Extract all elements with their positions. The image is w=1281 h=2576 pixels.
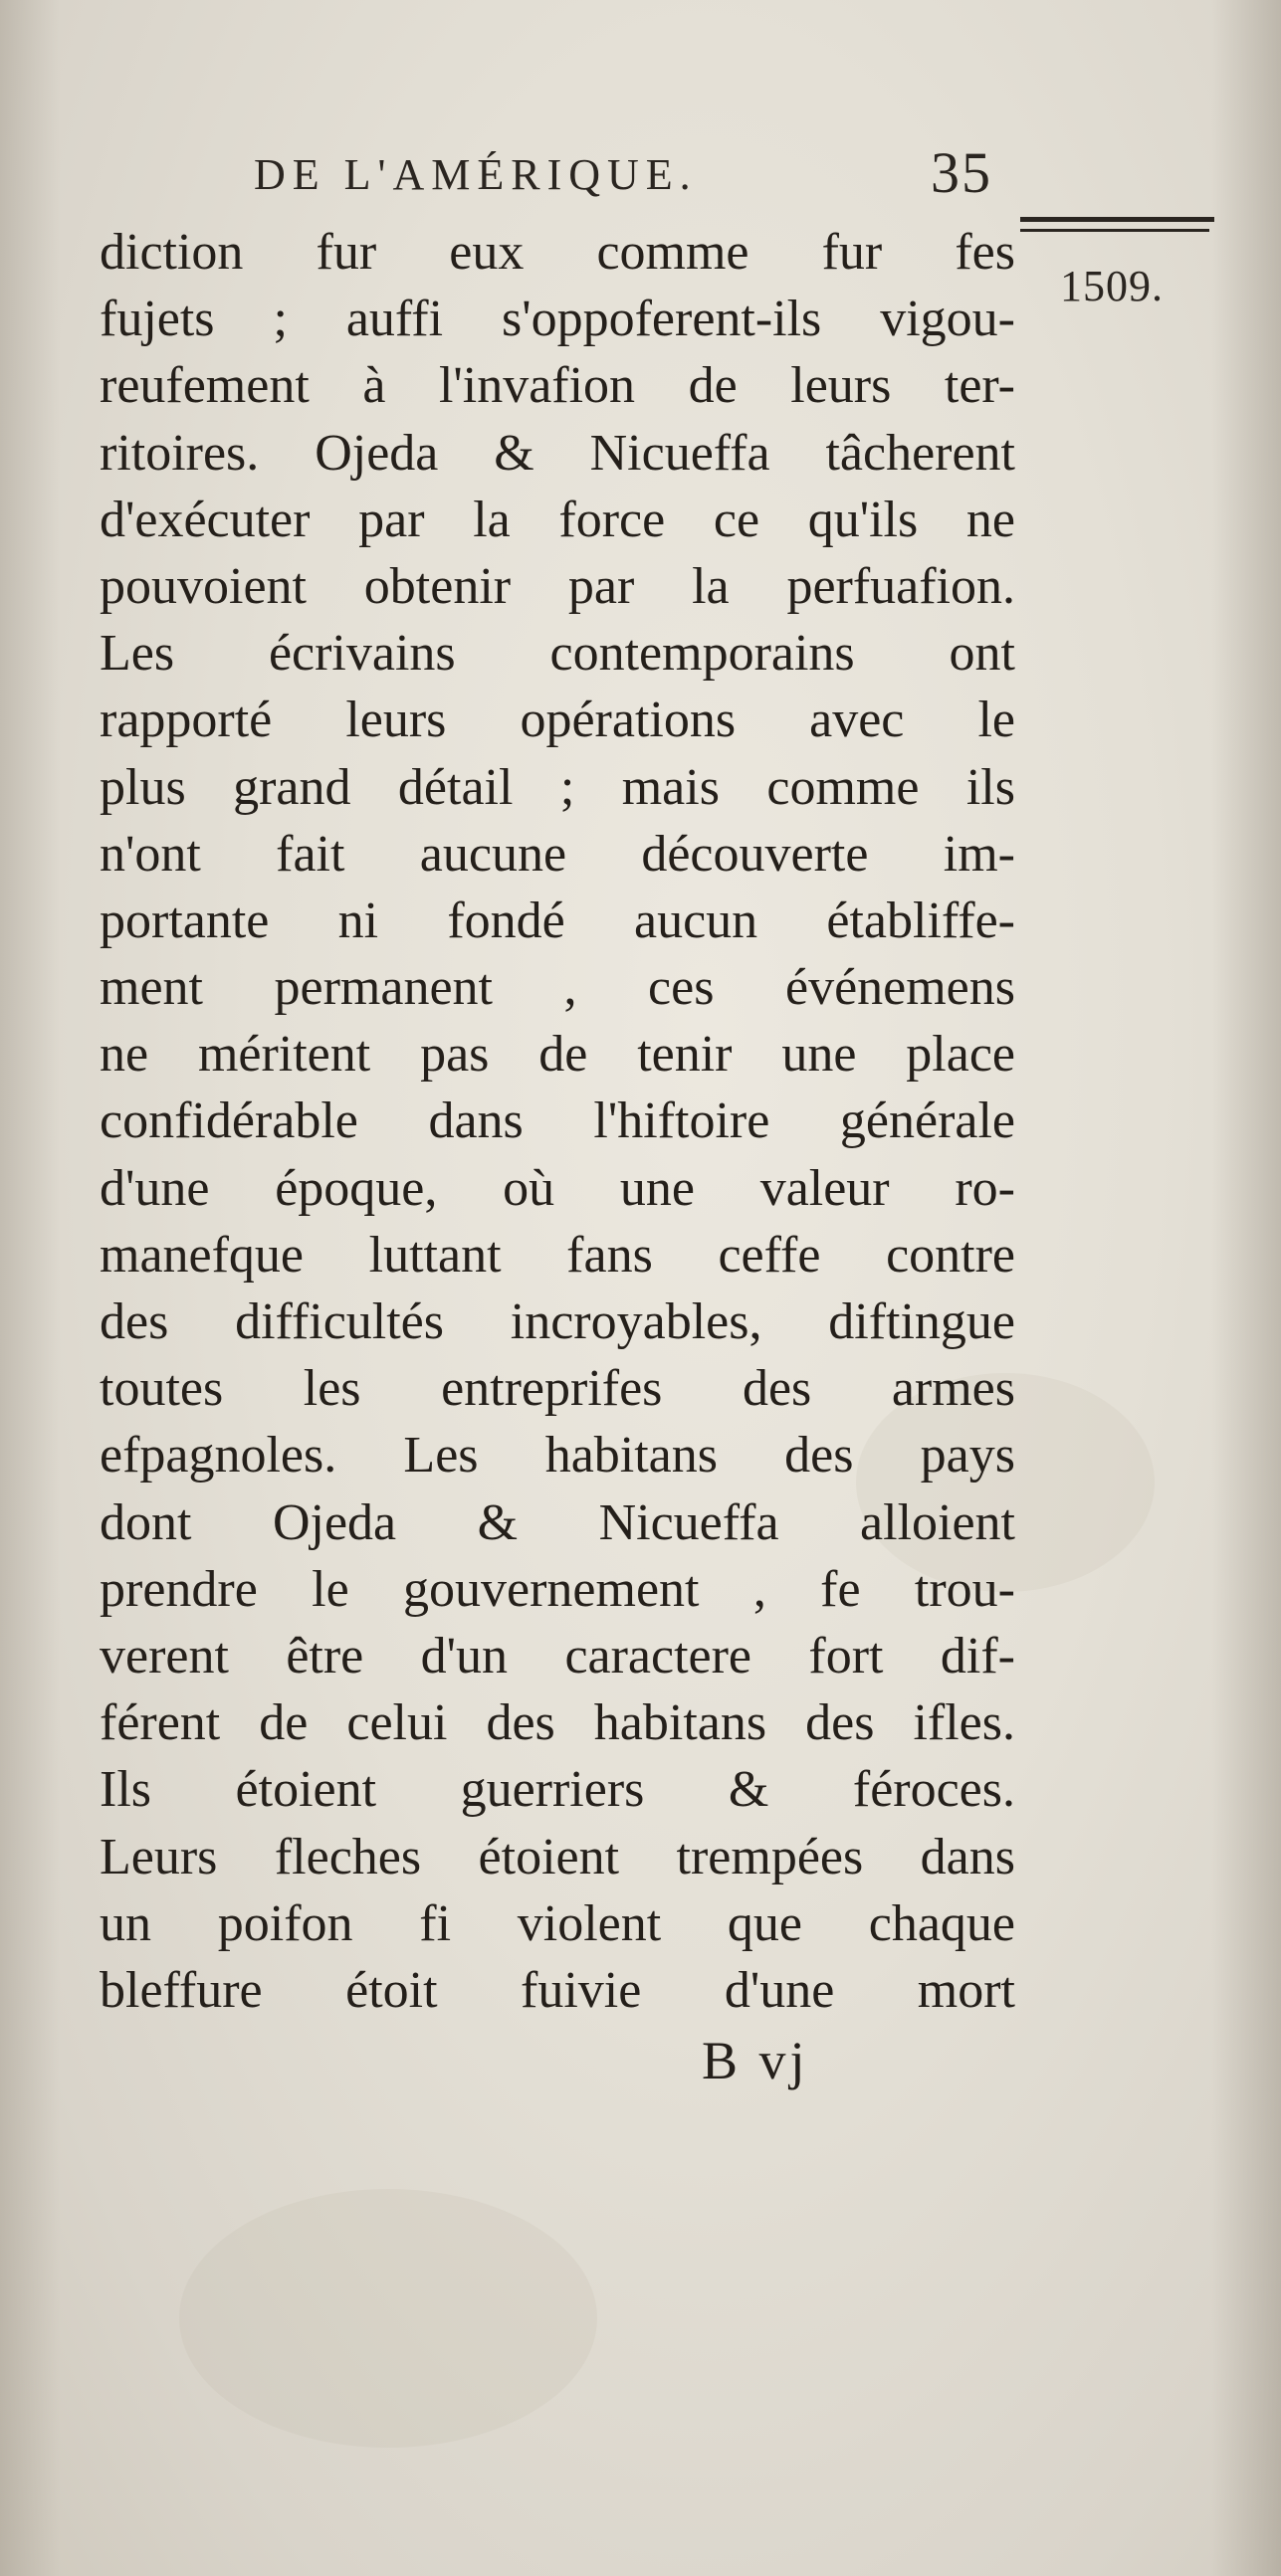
- text-line: prendre le gouvernement , fe trou-: [100, 1560, 1015, 1618]
- text-line: Les écrivains contemporains ont: [100, 625, 1015, 683]
- text-line: ne méritent pas de tenir une place: [100, 1026, 1015, 1084]
- text-line: diction fur eux comme fur fes: [100, 224, 1015, 281]
- text-line: d'exécuter par la force ce qu'ils ne: [100, 491, 1015, 548]
- running-head: DE L'AMÉRIQUE.: [254, 150, 698, 199]
- body-text: [100, 219, 1015, 2024]
- text-line: reufement à l'invafion de leurs ter-: [100, 357, 1015, 415]
- text-line: verent être d'un caractere fort dif-: [100, 1627, 1015, 1684]
- text-line: portante ni fondé aucun établiffe-: [100, 892, 1015, 949]
- margin-rule-thick: [1020, 217, 1214, 222]
- text-line: fujets ; auffi s'oppoferent-ils vigou-: [100, 291, 1015, 348]
- margin-rule-thin: [1020, 229, 1209, 232]
- text-line: Ils étoient guerriers & féroces.: [100, 1761, 1015, 1819]
- text-line: ritoires. Ojeda & Nicueffa tâcherent: [100, 424, 1015, 482]
- paper-stain: [179, 2189, 597, 2448]
- text-line: confidérable dans l'hiftoire générale: [100, 1092, 1015, 1150]
- text-line: bleffure étoit fuivie d'une mort: [100, 1961, 1015, 2019]
- text-line: n'ont fait aucune découverte im-: [100, 825, 1015, 883]
- text-line: dont Ojeda & Nicueffa alloient: [100, 1493, 1015, 1551]
- text-line: toutes les entreprifes des armes: [100, 1360, 1015, 1418]
- text-line: ment permanent , ces événemens: [100, 959, 1015, 1017]
- text-line: rapporté leurs opérations avec le: [100, 692, 1015, 749]
- text-line: efpagnoles. Les habitans des pays: [100, 1427, 1015, 1485]
- text-line: manefque luttant fans ceffe contre: [100, 1226, 1015, 1284]
- margin-year-note: 1509.: [1060, 262, 1164, 310]
- text-line: pouvoient obtenir par la perfuafion.: [100, 557, 1015, 615]
- page-number: 35: [931, 140, 992, 205]
- signature-mark: B vj: [702, 2031, 809, 2090]
- text-line: un poifon fi violent que chaque: [100, 1894, 1015, 1952]
- text-line: férent de celui des habitans des ifles.: [100, 1694, 1015, 1752]
- text-line: d'une époque, où une valeur ro-: [100, 1159, 1015, 1217]
- text-line: plus grand détail ; mais comme ils: [100, 758, 1015, 816]
- text-line: des difficultés incroyables, diftingue: [100, 1293, 1015, 1350]
- margin-rule: [1020, 217, 1214, 239]
- text-line: Leurs fleches étoient trempées dans: [100, 1828, 1015, 1885]
